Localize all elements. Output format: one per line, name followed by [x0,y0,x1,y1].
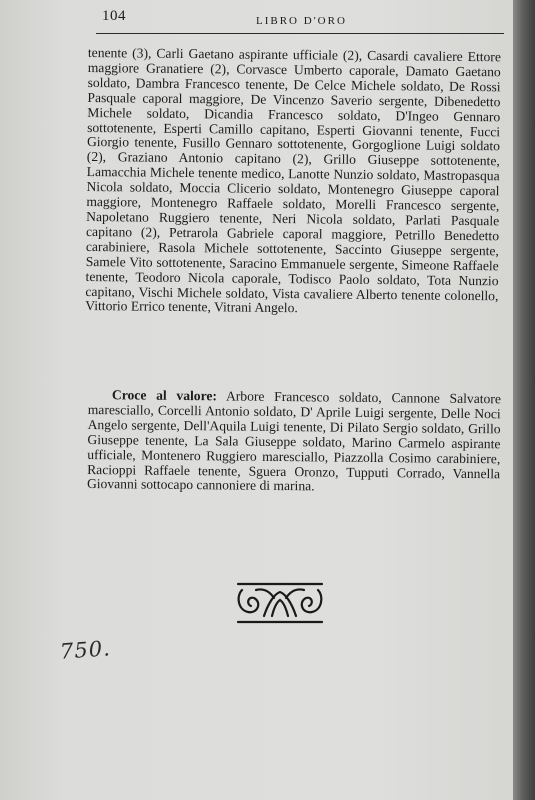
running-title: LIBRO D'ORO [256,15,347,27]
paragraph-text: tenente (3), Carli Gaetano aspirante ufficiale (2), Casardi cavaliere Ettore maggiore Granatiere (2), Corvasce Umberto caporale, Damato Gaetano soldato, Dambra Francesco tenente, De Celce Michele soldato, De Rossi Pasquale caporal maggiore, De Vincenzo Saverio sergente, Dibenedetto Michele soldato, Dicandia Francesco soldato, D'Ingeo Gennaro sottotenente, Esperti Camillo capitano, Esperti Giovanni tenente, Fucci Giorgio tenente, Fusillo Gennaro sottotenente, Gorgoglione Luigi soldato (2), Graziano Antonio capitano (2), Grillo Giuseppe sottotenente, Lamacchia Michele tenente medico, Lanotte Nunzio soldato, Mastropasqua Nicola soldato, Moccia Clicerio soldato, Montenegro Giuseppe caporal maggiore, Montenegro Raffaele soldato, Morelli Francesco sergente, Napoletano Ruggiero tenente, Neri Nicola soldato, Parlati Pasquale capitano (2), Petrarola Gabriele caporal maggiore, Petrillo Benedetto carabiniere, Rasola Michele sottotenente, Saccinto Giuseppe sergente, Samele Vito sottotenente, Saracino Emmanuele sergente, Simeone Raffaele tenente, Teodoro Nicola caporale, Todisco Paolo soldato, Tota Nunzio capitano, Vischi Michele soldato, Vista cavaliere Alberto tenente colonello, Vittorio Errico tenente, Vitrani Angelo. [85,45,501,316]
page-header [96,6,504,34]
croce-al-valore-paragraph [87,388,501,497]
scroll-ornament-icon [234,580,326,626]
honors-list-paragraph [85,46,501,319]
header-rule [96,33,504,34]
section-lead: Croce al valore: [111,387,218,404]
handwritten-annotation: 750. [59,636,112,664]
section-text: Arbore Francesco soldato, Cannone Salvatore maresciallo, Corcelli Antonio soldato, D' Aprile Luigi sergente, Delle Noci Angelo sergente, Dell'Aquila Luigi tenente, Di Pilato Sergio soldato, Grillo Giuseppe tenente, La Sala Giuseppe soldato, Marino Carmelo aspirante ufficiale, Montenero Ruggiero maresciallo, Piazzolla Cosimo carabiniere, Racioppi Raffaele tenente, Sguera Oronzo, Tupputi Corrado, Vannella Giovanni sottocapo cannoniere di marina. [86,388,501,494]
page-binding-edge [513,0,535,800]
page-number: 104 [102,8,126,24]
